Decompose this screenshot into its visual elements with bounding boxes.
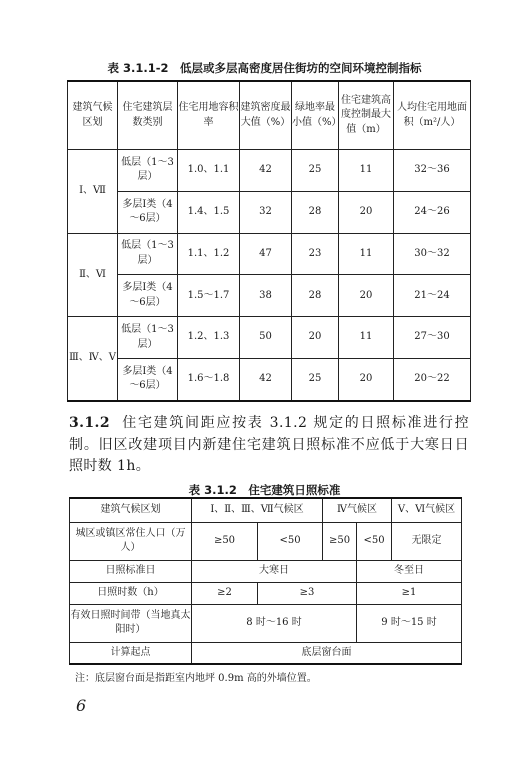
table-row (70, 560, 462, 582)
section-paragraph (69, 413, 469, 478)
table-row (70, 604, 462, 642)
far-cell: 1.5～1.7 (178, 275, 240, 317)
type-cell: 低层（1～3层） (118, 150, 178, 192)
table-row (68, 358, 471, 401)
zone-b: Ⅳ气候区 (323, 498, 392, 522)
type-cell: 多层Ⅰ类（4～6层） (118, 191, 178, 233)
header-floor-type: 住宅建筑层数类别 (118, 81, 178, 150)
far-cell: 1.1、1.2 (178, 233, 240, 275)
table1 (67, 80, 471, 402)
type-cell: 低层（1～3层） (118, 233, 178, 275)
height-cell: 20 (339, 275, 394, 317)
pop-label: 城区或镇区常住人口（万人） (70, 522, 192, 560)
table-row (70, 642, 462, 664)
green-cell: 28 (292, 191, 339, 233)
type-cell: 低层（1～3层） (118, 317, 178, 359)
area-cell: 21～24 (394, 275, 471, 317)
green-cell: 28 (292, 275, 339, 317)
density-cell: 42 (240, 150, 292, 192)
table-row (70, 498, 462, 522)
period-a: 8 时～16 时 (192, 604, 357, 642)
area-cell: 20～22 (394, 358, 471, 401)
table-row (68, 150, 471, 192)
height-cell: 20 (339, 191, 394, 233)
zone-cell: Ⅰ、Ⅶ (68, 150, 118, 234)
green-cell: 25 (292, 150, 339, 192)
calc-label: 计算起点 (70, 642, 192, 664)
day-b: 冬至日 (357, 560, 462, 582)
header-density: 建筑密度最大值（%） (240, 81, 292, 150)
pop-cell: <50 (258, 522, 323, 560)
height-cell: 20 (339, 358, 394, 401)
type-cell: 多层Ⅰ类（4～6层） (118, 275, 178, 317)
green-cell: 23 (292, 233, 339, 275)
table-row (68, 191, 471, 233)
hours-cell: ≥2 (192, 582, 258, 604)
period-label: 有效日照时间带（当地真太阳时） (70, 604, 192, 642)
header-climate-zone: 建筑气候区划 (68, 81, 118, 150)
section-number: 3.1.2 (69, 415, 110, 431)
table-row (70, 582, 462, 604)
pop-cell: <50 (357, 522, 392, 560)
pop-cell: 无限定 (392, 522, 462, 560)
height-cell: 11 (339, 233, 394, 275)
far-cell: 1.4、1.5 (178, 191, 240, 233)
table-row (68, 317, 471, 359)
table-note: 注：底层窗台面是指距室内地坪 0.9m 高的外墙位置。 (75, 673, 317, 684)
zone-cell: Ⅲ、Ⅳ、Ⅴ (68, 317, 118, 401)
table-row (70, 522, 462, 560)
table1-caption: 表 3.1.1-2 低层或多层高密度居住街坊的空间环境控制指标 (107, 61, 422, 75)
height-cell: 11 (339, 317, 394, 359)
table2-caption: 表 3.1.2 住宅建筑日照标准 (188, 483, 341, 497)
calc-value: 底层窗台面 (192, 642, 462, 664)
table-row (68, 233, 471, 275)
page-number: 6 (76, 696, 87, 715)
far-cell: 1.2、1.3 (178, 317, 240, 359)
header-height: 住宅建筑高度控制最大值（m） (339, 81, 394, 150)
area-cell: 27～30 (394, 317, 471, 359)
header-far: 住宅用地容积率 (178, 81, 240, 150)
zone-c: Ⅴ、Ⅵ气候区 (392, 498, 462, 522)
day-label: 日照标准日 (70, 560, 192, 582)
density-cell: 42 (240, 358, 292, 401)
period-b: 9 时～15 时 (357, 604, 462, 642)
pop-cell: ≥50 (192, 522, 258, 560)
type-cell: 多层Ⅰ类（4～6层） (118, 358, 178, 401)
green-cell: 20 (292, 317, 339, 359)
pop-cell: ≥50 (323, 522, 357, 560)
zone-cell: Ⅱ、Ⅵ (68, 233, 118, 317)
zone-label: 建筑气候区划 (70, 498, 192, 522)
green-cell: 25 (292, 358, 339, 401)
table2 (69, 497, 462, 665)
header-green-ratio: 绿地率最小值（%） (292, 81, 339, 150)
hours-cell: ≥3 (258, 582, 357, 604)
section-text: 住宅建筑间距应按表 3.1.2 规定的日照标准进行控制。旧区改建项目内新建住宅建筑日照标准不应低于大寒日日照时数 1h。 (69, 415, 470, 474)
area-cell: 24～26 (394, 191, 471, 233)
hours-label: 日照时数（h） (70, 582, 192, 604)
zone-a: Ⅰ、Ⅱ、Ⅲ、Ⅶ气候区 (192, 498, 323, 522)
height-cell: 11 (339, 150, 394, 192)
far-cell: 1.0、1.1 (178, 150, 240, 192)
density-cell: 38 (240, 275, 292, 317)
hours-cell: ≥1 (357, 582, 462, 604)
density-cell: 47 (240, 233, 292, 275)
header-area-per-person: 人均住宅用地面积（m²/人） (394, 81, 471, 150)
density-cell: 50 (240, 317, 292, 359)
density-cell: 32 (240, 191, 292, 233)
area-cell: 32～36 (394, 150, 471, 192)
area-cell: 30～32 (394, 233, 471, 275)
table-row (68, 275, 471, 317)
table1-header-row (68, 81, 471, 150)
far-cell: 1.6～1.8 (178, 358, 240, 401)
day-a: 大寒日 (192, 560, 357, 582)
